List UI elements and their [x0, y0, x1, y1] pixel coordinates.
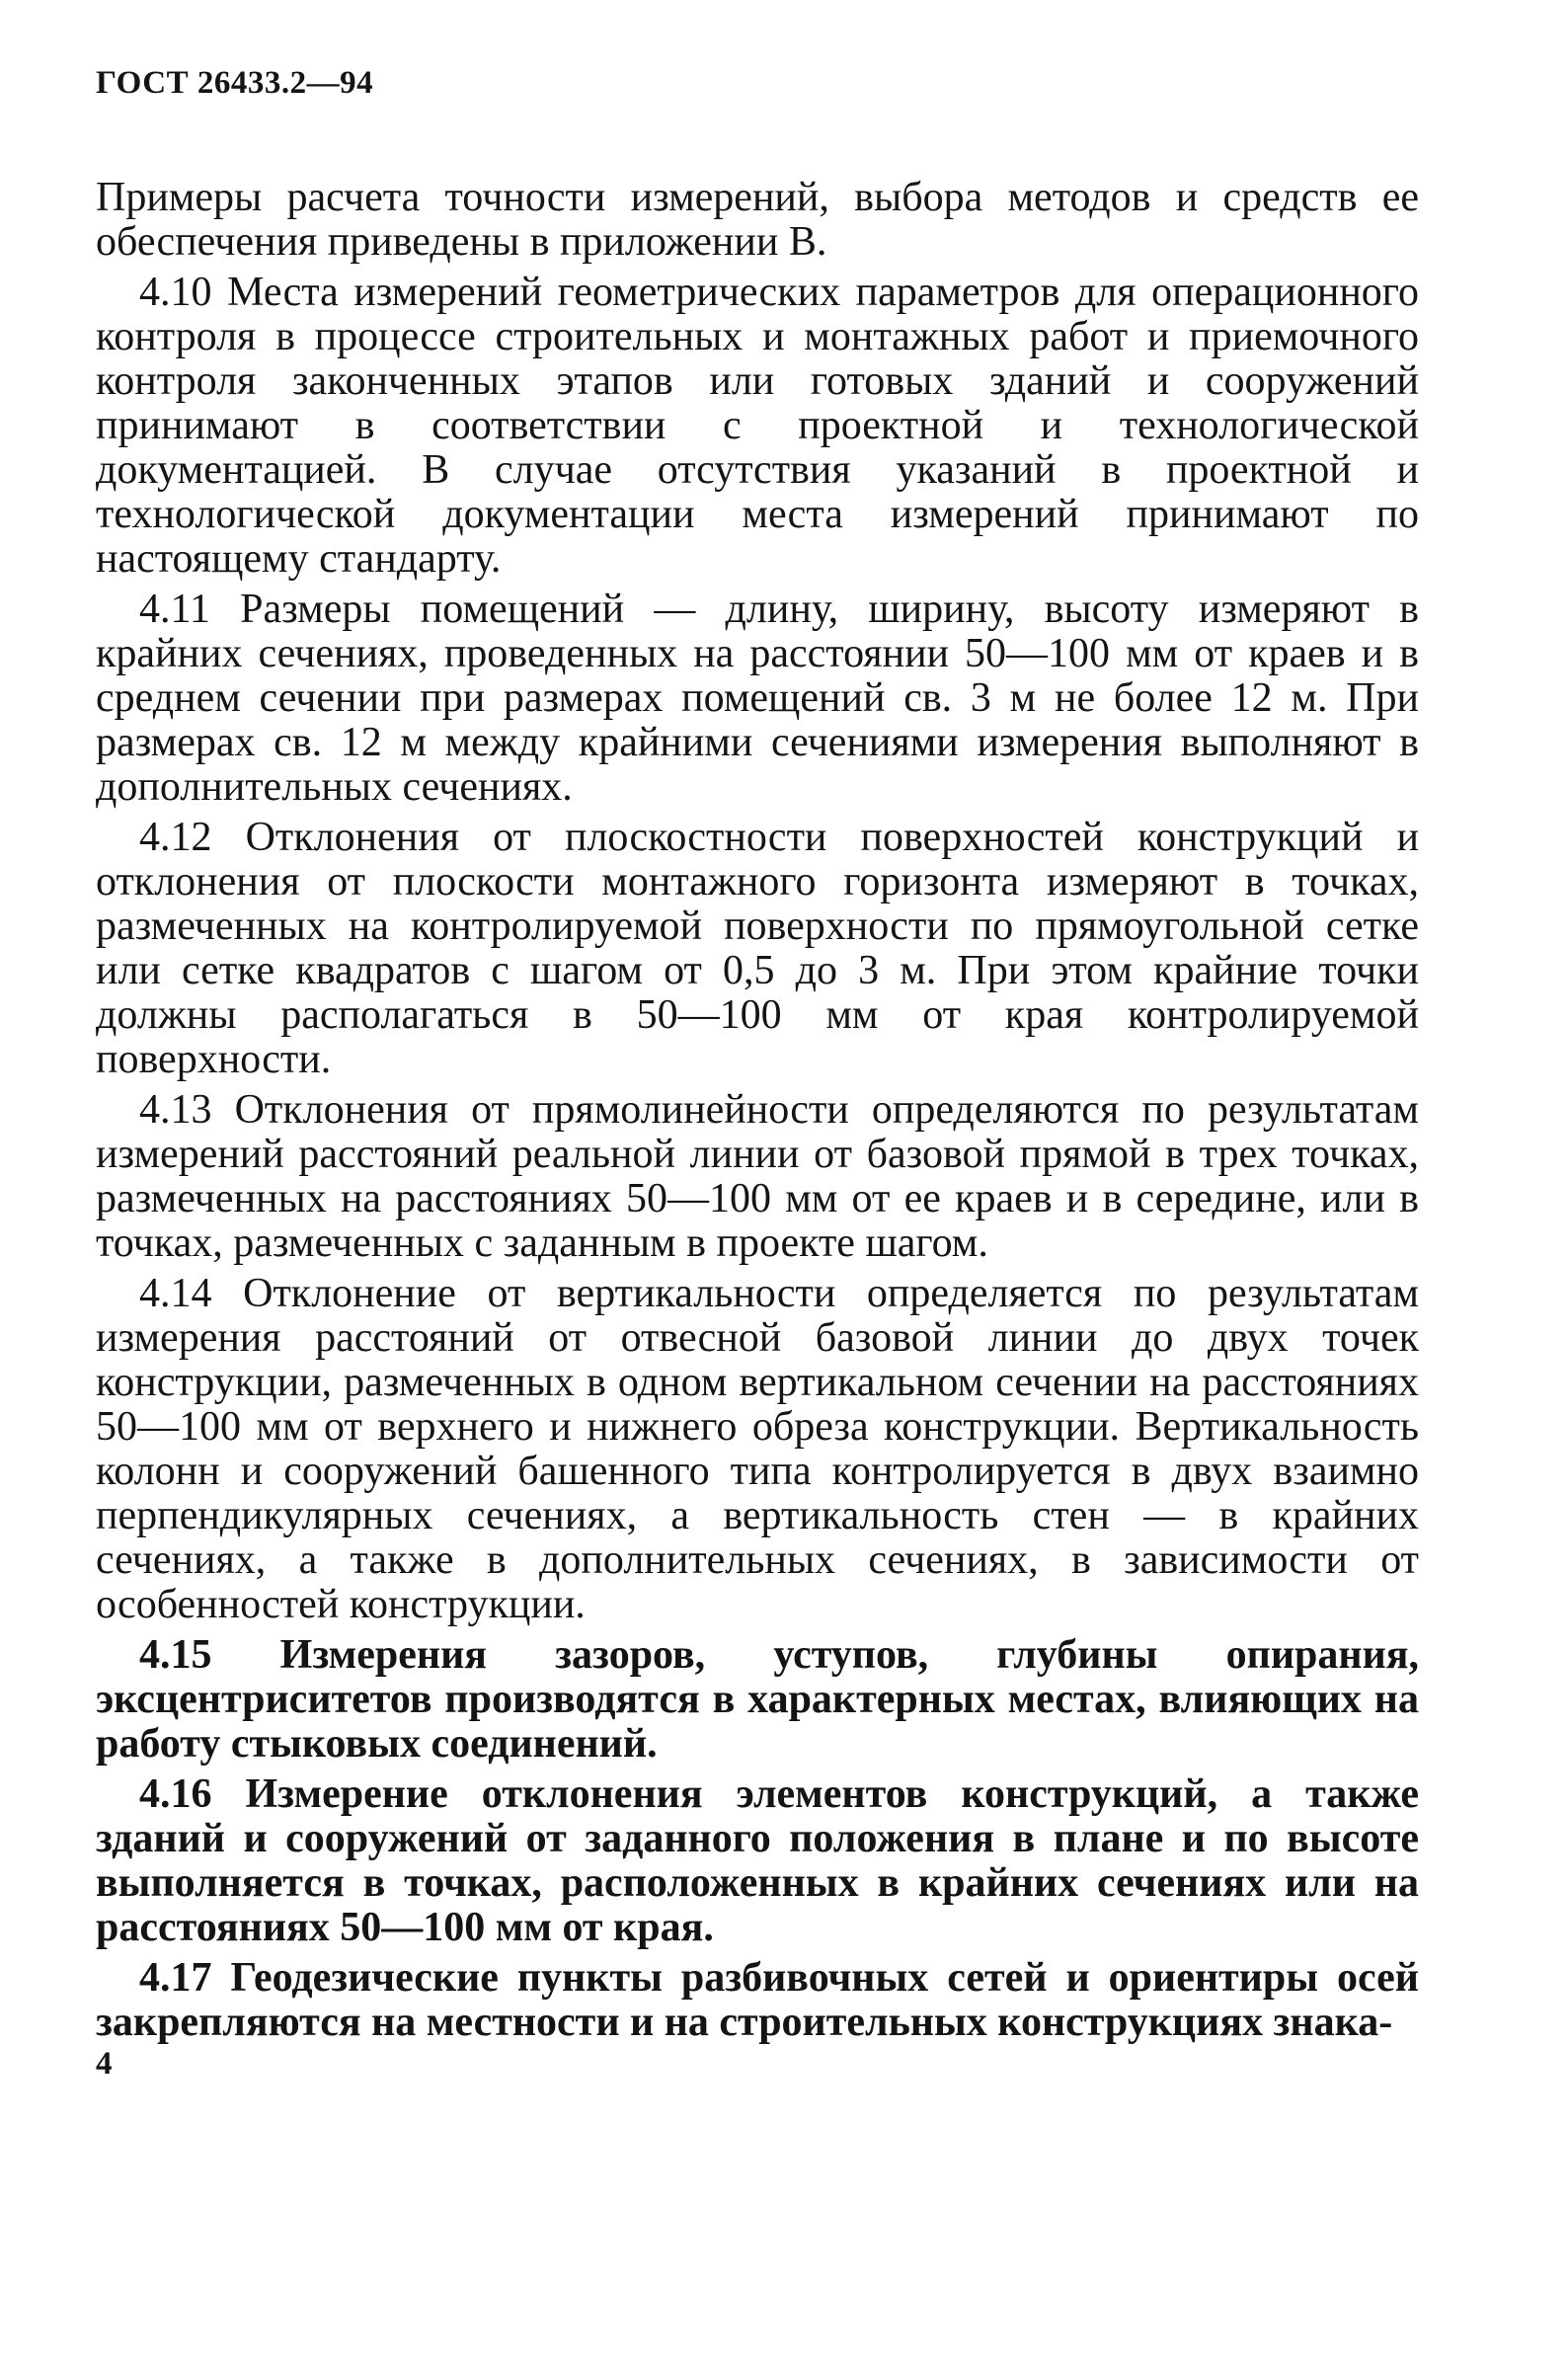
paragraph-intro: Примеры расчета точности измерений, выбора методов и средств ее обеспечения приведены в приложении В.	[96, 175, 1419, 265]
body-text	[96, 176, 1419, 2045]
paragraph-4-15: 4.15 Измерения зазоров, уступов, глубины опирания, эксцентриситетов производятся в характерных местах, влияющих на работу стыковых соединений.	[96, 1632, 1419, 1767]
paragraph-4-14: 4.14 Отклонение от вертикальности определяется по результатам измерения расстояний от отвесной базовой линии до двух точек конструкции, размеченных в одном вертикальном сечении на расстояниях 50—100 мм от верхнего и нижнего обреза конструкции. Вертикальность колонн и сооружений башенного типа контролируется в двух взаимно перпендикулярных сечениях, а вертикальность стен — в крайних сечениях, а также в дополнительных сечениях, в зависимости от особенностей конструкции.	[96, 1271, 1419, 1627]
paragraph-4-16: 4.16 Измерение отклонения элементов конструкций, а также зданий и сооружений от заданного положения в плане и по высоте выполняется в точках, расположенных в крайних сечениях или на расстояниях 50—100 мм от края.	[96, 1771, 1419, 1950]
page-number: 4	[96, 2046, 113, 2082]
document-code-header: ГОСТ 26433.2—94	[96, 65, 374, 101]
paragraph-4-10: 4.10 Места измерений геометрических параметров для операционного контроля в процессе строительных и монтажных работ и приемочного контроля законченных этапов или готовых зданий и сооружений принимают в соответствии с проектной и технологической документацией. В случае отсутствия указаний в проектной и технологической документации места измерений принимают по настоящему стандарту.	[96, 270, 1419, 582]
paragraph-4-17: 4.17 Геодезические пункты разбивочных сетей и ориентиры осей закрепляются на местности и на строительных конструкциях знака-	[96, 1955, 1419, 2045]
paragraph-4-13: 4.13 Отклонения от прямолинейности определяются по результатам измерений расстояний реальной линии от базовой прямой в трех точках, размеченных на расстояниях 50—100 мм от ее краев и в середине, или в точках, размеченных с заданным в проекте шагом.	[96, 1087, 1419, 1266]
paragraph-4-12: 4.12 Отклонения от плоскостности поверхностей конструкций и отклонения от плоскости монтажного горизонта измеряют в точках, размеченных на контролируемой поверхности по прямоугольной сетке или сетке квадратов с шагом от 0,5 до 3 м. При этом крайние точки должны располагаться в 50—100 мм от края контролируемой поверхности.	[96, 815, 1419, 1082]
paragraph-4-11: 4.11 Размеры помещений — длину, ширину, высоту измеряют в крайних сечениях, проведенных на расстоянии 50—100 мм от краев и в среднем сечении при размерах помещений св. 3 м не более 12 м. При размерах св. 12 м между крайними сечениями измерения выполняют в дополнительных сечениях.	[96, 587, 1419, 810]
